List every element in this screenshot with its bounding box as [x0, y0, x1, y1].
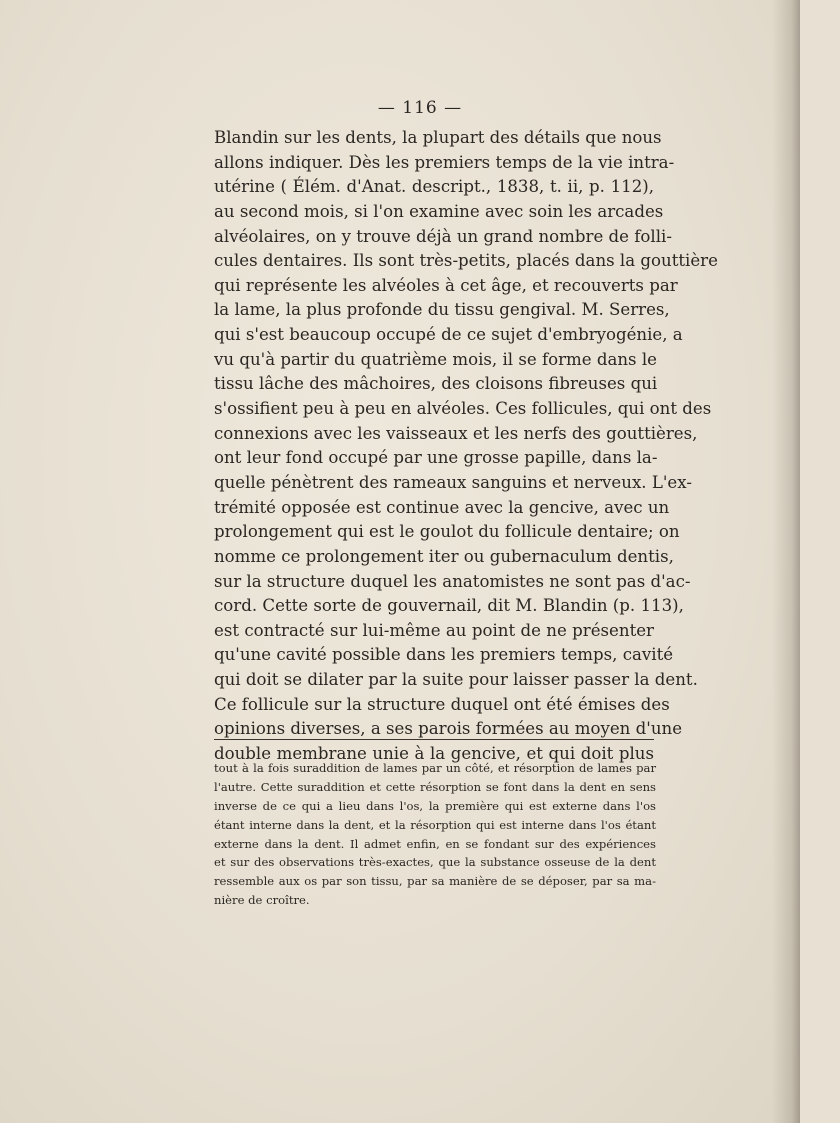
text-line: qu'une cavité possible dans les premiers temps, cavité — [214, 645, 674, 665]
footnote-line: inverse de ce qui a lieu dans l'os, la première qui est externe dans l'os — [214, 798, 656, 813]
text-line: s'ossifient peu à peu en alvéoles. Ces follicules, qui ont des — [214, 399, 712, 419]
text-line: au second mois, si l'on examine avec soin les arcades — [214, 201, 664, 221]
text-line: prolongement qui est le goulot du follicule dentaire; on — [214, 522, 680, 542]
text-line: Blandin sur les dents, la plupart des détails que nous — [214, 128, 662, 147]
text-line: allons indiquer. Dès les premiers temps de la vie intra- — [214, 152, 675, 172]
page-edge-shadow — [772, 0, 800, 1123]
footnote-line: tout à la fois suraddition de lames par un côté, et résorption de lames par — [214, 761, 656, 775]
text-line: utérine ( Élém. d'Anat. descript., 1838, t. ii, p. 112), — [214, 177, 654, 197]
footnote-line: étant interne dans la dent, et la résorption qui est interne dans l'os étant — [214, 817, 656, 832]
text-line: la lame, la plus profonde du tissu gengival. M. Serres, — [214, 300, 670, 320]
text-line: quelle pénètrent des rameaux sanguins et nerveux. L'ex- — [214, 472, 692, 492]
text-line: tissu lâche des mâchoires, des cloisons fibreuses qui — [214, 374, 658, 394]
text-line: sur la structure duquel les anatomistes ne sont pas d'ac- — [214, 571, 691, 591]
footnote-line: ressemble aux os par son tissu, par sa manière de se déposer, par sa ma- — [214, 874, 656, 889]
text-line: cord. Cette sorte de gouvernail, dit M. Blandin (p. 113), — [214, 596, 684, 616]
text-line: connexions avec les vaisseaux et les nerfs des gouttières, — [214, 423, 698, 443]
page-number: — 116 — — [377, 98, 463, 118]
text-line: qui s'est beaucoup occupé de ce sujet d'embryogénie, a — [214, 325, 683, 345]
text-line: cules dentaires. Ils sont très-petits, placés dans la gouttière — [214, 251, 718, 271]
footnote-line: externe dans la dent. Il admet enfin, en se fondant sur des expériences — [214, 836, 656, 851]
text-line: trémité opposée est continue avec la gencive, avec un — [214, 497, 670, 517]
footnote-line: l'autre. Cette suraddition et cette résorption se font dans la dent en sens — [214, 779, 656, 794]
footnote-line: nière de croître. — [214, 893, 310, 908]
main-text-block — [214, 126, 718, 767]
text-line: vu qu'à partir du quatrième mois, il se forme dans le — [214, 349, 657, 369]
footnote-separator-rule — [214, 739, 654, 740]
footnote-block — [214, 759, 656, 910]
text-line: double membrane unie à la gencive, et qui doit plus — [214, 744, 654, 764]
footnote-line: et sur des observations très-exactes, que la substance osseuse de la dent — [214, 855, 656, 870]
text-line: nomme ce prolongement iter ou gubernaculum dentis, — [214, 546, 674, 566]
text-line: Ce follicule sur la structure duquel ont été émises des — [214, 694, 670, 714]
text-line: ont leur fond occupé par une grosse papille, dans la- — [214, 448, 658, 468]
text-line: qui représente les alvéoles à cet âge, et recouverts par — [214, 275, 678, 295]
text-line: alvéolaires, on y trouve déjà un grand nombre de folli- — [214, 226, 672, 246]
text-line: qui doit se dilater par la suite pour laisser passer la dent. — [214, 670, 698, 690]
text-line: opinions diverses, a ses parois formées au moyen d'une — [214, 719, 683, 739]
text-line: est contracté sur lui-même au point de ne présenter — [214, 620, 654, 640]
